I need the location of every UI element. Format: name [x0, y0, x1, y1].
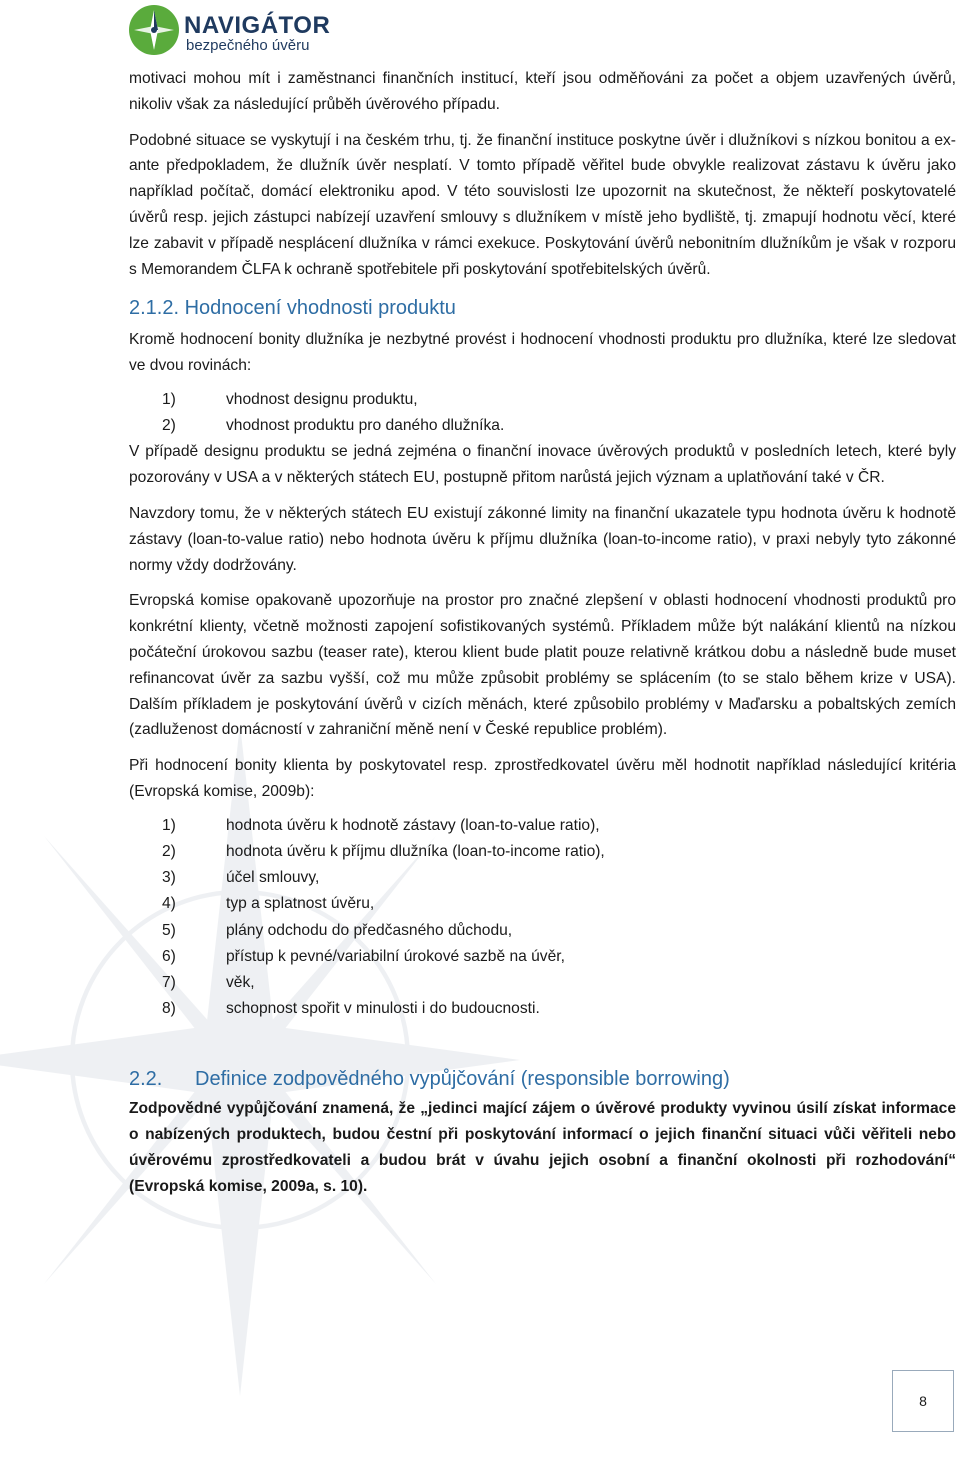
document-body — [129, 66, 956, 1200]
list-text: účel smlouvy, — [226, 869, 320, 887]
section-heading-2-2 — [129, 1066, 956, 1092]
list-text: vhodnost produktu pro daného dlužníka. — [226, 417, 505, 435]
list-number: 1) — [162, 816, 176, 834]
page-number-box — [892, 1370, 954, 1432]
list-text: plány odchodu do předčasného důchodu, — [226, 921, 513, 939]
paragraph: Při hodnocení bonity klienta by poskytovatel resp. zprostředkovatel úvěru měl hodnotit například následující kritéria (Evropská komise, 2009b): — [129, 757, 956, 800]
list-number: 6) — [162, 947, 176, 965]
paragraph: Kromě hodnocení bonity dlužníka je nezbytné provést i hodnocení vhodnosti produktu pro dlužníka, které lze sledovat ve dvou rovinách: — [129, 331, 956, 375]
list-number: 8) — [162, 1000, 176, 1018]
list-number: 7) — [162, 973, 176, 991]
list-item — [129, 918, 956, 944]
paragraph: motivaci mohou mít i zaměstnanci finančních institucí, kteří jsou odměňováni za počet a objem uzavřených úvěrů, nikoliv však za následující průběh úvěrového případu. — [129, 70, 956, 113]
list-number: 4) — [162, 895, 176, 913]
list-text: hodnota úvěru k příjmu dlužníka (loan-to-income ratio), — [226, 842, 605, 860]
heading-text: Definice zodpovědného vypůjčování (responsible borrowing) — [195, 1068, 730, 1091]
paragraph: Podobné situace se vyskytují i na českém trhu, tj. že finanční instituce poskytne úvěr i dlužníkovi s nízkou bonitou a ex-ante předpokladem, že dlužník úvěr nesplatí. V tomto případě věřitel bude obvykle realizovat zástavu k úvěru jako například počítač, domácí elektroniku apod. V této souvislosti lze upozornit na skutečnost, že někteří poskytovatelé úvěrů resp. jejich zástupci nabízejí uzavření smlouvy s dlužníkem v místě jeho bydliště, tj. zmapují hodnotu věcí, které lze zabavit v případě nesplácení dlužníka v rámci exekuce. Poskytování úvěrů nebonitním dlužníkům je však v rozporu s Memorandem ČLFA k ochraně spotřebitele při poskytování spotřebitelských úvěrů. — [129, 131, 956, 278]
list-text: věk, — [226, 973, 255, 991]
heading-text: Hodnocení vhodnosti produktu — [184, 297, 456, 320]
compass-logo-icon — [128, 4, 180, 56]
list-item — [129, 865, 956, 891]
list-item — [129, 891, 956, 917]
list-number: 5) — [162, 921, 176, 939]
list-text: typ a splatnost úvěru, — [226, 895, 375, 913]
list-item — [129, 996, 956, 1022]
suitability-list — [129, 387, 956, 439]
list-item — [129, 413, 956, 439]
heading-number: 2.2. — [129, 1068, 163, 1091]
list-number: 1) — [162, 390, 176, 408]
paragraph: V případě designu produktu se jedná zejména o finanční inovace úvěrových produktů v posledních letech, které byly pozorovány v USA a v některých státech EU, postupně přitom narůstá jejich význam a uplatňování také v ČR. — [129, 443, 956, 487]
list-item — [129, 813, 956, 839]
list-text: schopnost spořit v minulosti i do budoucnosti. — [226, 1000, 540, 1018]
heading-number: 2.1.2. — [129, 297, 180, 320]
list-item — [129, 839, 956, 865]
brand-title: NAVIGÁTOR — [184, 12, 331, 39]
brand-subtitle: bezpečného úvěru — [186, 37, 310, 54]
list-text: přístup k pevné/variabilní úrokové sazbě na úvěr, — [226, 947, 565, 965]
list-item — [129, 387, 956, 413]
list-number: 2) — [162, 417, 176, 435]
page-number: 8 — [919, 1393, 927, 1409]
criteria-list — [129, 813, 956, 1023]
paragraph: Navzdory tomu, že v některých státech EU existují zákonné limity na finanční ukazatele typu hodnota úvěru k hodnotě zástavy (loan-to-value ratio) nebo hodnota úvěru k příjmu dlužníka (loan-to-income ratio), v praxi nebyly tyto zákonné normy vždy dodržovány. — [129, 504, 956, 574]
section-heading-2-1-2 — [129, 295, 956, 321]
list-text: vhodnost designu produktu, — [226, 390, 418, 408]
paragraph: Evropská komise opakovaně upozorňuje na prostor pro značné zlepšení v oblasti hodnocení vhodnosti produktů pro konkrétní klienty, včetně možnosti zapojení sofistikovaných systémů. Příkladem může být nalákání klientů na nízkou počáteční úrokovou sazbu (teaser rate), kterou klient bude platit pouze relativně krátkou dobu a následně bude muset refinancovat úvěr za sazbu vyšší, což mu může způsobit problémy se splácením (to se stalo během krize v USA). Dalším příkladem je poskytování úvěrů v cizích měnách, které způsobilo problémy v Maďarsku a pobaltských zemích (zadluženost domácností v zahraniční měně není v České republice problém). — [129, 592, 956, 739]
list-text: hodnota úvěru k hodnotě zástavy (loan-to-value ratio), — [226, 816, 600, 834]
list-item — [129, 944, 956, 970]
list-number: 2) — [162, 842, 176, 860]
list-number: 3) — [162, 869, 176, 887]
definition-paragraph: Zodpovědné vypůjčování znamená, že „jedinci mající zájem o úvěrové produkty vyvinou úsilí získat informace o nabízených produktech, budou čestní při poskytování informací o jejich finanční situaci vůči věřiteli nebo úvěrovému zprostředkovateli a budou brát v úvahu jejich osobní a finanční okolnosti při rozhodování“ (Evropská komise, 2009a, s. 10). — [129, 1100, 956, 1195]
list-item — [129, 970, 956, 996]
